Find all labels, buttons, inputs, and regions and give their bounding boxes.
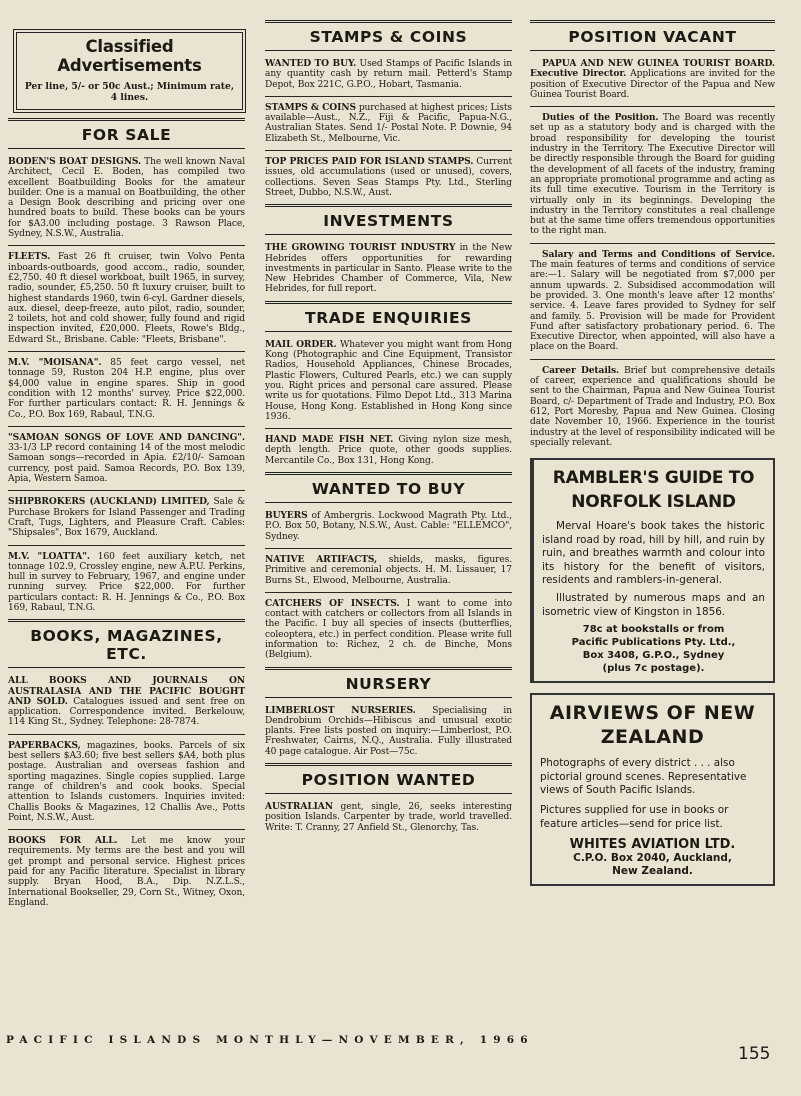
ad-heading: HAND MADE FISH NET. [265, 434, 394, 446]
ad-body: 33-1/3 LP record containing 14 of the most melodic Samoan songs—recorded in Apia. £2/10/- Samoan currency, post paid. Samoa Records, P.O. Box 139, Apia, Western Samoa. [8, 443, 245, 485]
ad-body: Catalogues issued and sent free on application. Correspondence invited. Berkelouw, 114 King St., Sydney. Telephone: 28-7874. [8, 696, 245, 728]
ad-heading: BUYERS [265, 510, 308, 522]
ad-list [265, 340, 512, 466]
rambler-postage: (plus 7c postage). [602, 663, 705, 675]
rambler-price: 78c at bookstalls or from [582, 624, 725, 636]
ad-list [265, 243, 512, 294]
ad-heading: BODEN'S BOAT DESIGNS. [8, 156, 142, 167]
ad-heading: Career Details. [542, 364, 620, 376]
ad-heading: PAPERBACKS, [8, 739, 81, 751]
divider [265, 150, 512, 151]
classified-ad [265, 706, 512, 757]
section-heading-for-sale: FOR SALE [8, 118, 245, 149]
classified-ad [8, 252, 245, 345]
divider [8, 351, 245, 352]
ad-body: shields, masks, figures. Primitive and ceremonial objects. H. M. Lissauer, 17 Burns St., Elwood, Melbourne, Australia. [265, 554, 512, 586]
classified-ad [265, 340, 512, 422]
ad-list [530, 59, 775, 448]
ad-body: gent, single, 26, seeks interesting position Islands. Carpenter by trade, world travelled. Write: T. Cranny, 27 Anfield St., Glenorchy, Tas. [265, 802, 512, 833]
divider [530, 106, 775, 107]
section-heading-stamps: STAMPS & COINS [265, 20, 512, 51]
section-heading-investments: INVESTMENTS [265, 204, 512, 235]
classified-ad [265, 555, 512, 586]
classified-ad [530, 366, 775, 448]
classified-ad [265, 103, 512, 144]
ad-heading: M.V. "MOISANA". [8, 357, 102, 369]
airviews-description: Photographs of every district . . . also pictorial ground scenes. Representative views of South Pacific Islands. [540, 757, 747, 797]
section-heading-books: BOOKS, MAGAZINES, ETC. [8, 619, 245, 668]
classified-ad [265, 59, 512, 90]
divider [265, 592, 512, 593]
divider [8, 545, 245, 546]
classified-ad [530, 59, 775, 100]
ad-body: purchased at highest prices; Lists available—Aust., N.Z., Fiji & Pacific, Papua-N.G., Australian States. Send 1/- Postal Note. P. Downie, 94 Elizabeth St., Melbourne, Vic. [265, 102, 512, 144]
ad-heading: BOOKS FOR ALL. [8, 835, 118, 847]
page-title: Classified Advertisements [57, 37, 202, 75]
classified-ad [265, 511, 512, 542]
section-heading-position-wanted: POSITION WANTED [265, 763, 512, 794]
classified-ad [8, 836, 245, 908]
running-footer: PACIFIC ISLANDS MONTHLY—NOVEMBER, 1966 [6, 1034, 534, 1046]
classified-ad [8, 433, 245, 484]
ad-heading: Duties of the Position. [542, 112, 659, 124]
ad-body: magazines, books. Parcels of six best sellers $A3.60; five best sellers $A4, both plus postage. Australian and overseas fashion and sporting magazines. Single copies supplied. Large range of children's and cook books. Special attention to Islands customers. Inquiries invited: Challis Books & Magazines, 12 Challis Ave., Potts Point, N.S.W., Aust. [8, 740, 245, 823]
rambler-description: Merval Hoare's book takes the historic island road by road, hill by hill, and ruin by ruin, and breathes warmth and colour into its history for the benefit of visitors, residents and ramblers-in-general. [542, 520, 765, 587]
ad-heading: MAIL ORDER. [265, 338, 337, 350]
ad-list [265, 59, 512, 198]
rambler-illustrations: Illustrated by numerous maps and an isometric view of Kingston in 1856. [542, 592, 765, 618]
ad-heading: TOP PRICES PAID FOR ISLAND STAMPS. [265, 156, 474, 168]
ad-body: in the New Hebrides offers opportunities for rewarding investments in particular in Santo. Please write to the New Hebrides Chamber of Commerce, Vila, New Hebrides, for full report. [265, 243, 513, 295]
divider [530, 243, 775, 244]
section-heading-nursery: NURSERY [265, 667, 512, 698]
divider [8, 245, 245, 246]
divider [265, 428, 512, 429]
ad-list [265, 511, 512, 661]
airviews-address: C.P.O. Box 2040, Auckland, [573, 852, 732, 865]
ad-body: Whatever you might want from Hong Kong (Photographic and Cine Equipment, Transistor Radios, Household Appliances, Chinese Brocades, Plastic Flowers, Cultured Pearls, etc.) we can supply you. Right prices and personal care assured. Please write us for quotations. Filmo Depot Ltd., 313 Marina House, Hong Kong. Established in Hong Kong since 1936. [265, 339, 512, 422]
ad-heading: CATCHERS OF INSECTS. [265, 597, 400, 609]
ad-heading: SHIPBROKERS (AUCKLAND) LIMITED, [8, 496, 210, 508]
divider [8, 490, 245, 491]
ad-body: Current issues, old accumulations (used or unused), covers, collections. Seven Seas Stamps Pty. Ltd., Sterling Street, Dubbo, N.S.W., Aust. [265, 157, 513, 198]
ad-body: I want to come into contact with catchers or collectors from all Islands in the Pacific. I buy all species of insects (butterflies, coleoptera, etc.) in perfect condition. Please write full information to: Richez, 2 ch. de Binche, Mons (Belgium). [265, 598, 513, 661]
ad-body: 160 feet auxiliary ketch, net tonnage 102.9, Crossley engine, new A.P.U. Perkins, hull in survey to February, 1967, and engine under running survey. Price $22,000. For further particulars contact: R. H. Jennings & Co., P.O. Box 169, Rabaul, T.N.G. [8, 551, 245, 613]
section-heading-position-vacant: POSITION VACANT [530, 20, 775, 51]
ad-body: Brief but comprehensive details of career, experience and qualifications should be sent to the Chairman, Papua and New Guinea Tourist Board, c/- Department of Trade and Industry, P.O. Box 612, Port Moresby, Papua and New Guinea. Closing date November 10, 1966. Experience in the tourist industry at the level of responsibility indicated will be specially relevant. [530, 365, 775, 448]
ad-heading: LIMBERLOST NURSERIES. [265, 704, 416, 716]
ad-list [8, 157, 245, 613]
rambler-guide-advert [530, 458, 775, 683]
classified-ad [8, 497, 245, 538]
section-heading-trade: TRADE ENQUIRIES [265, 301, 512, 332]
page-number: 155 [738, 1044, 771, 1064]
ad-heading: NATIVE ARTIFACTS, [265, 553, 378, 565]
classified-ad [8, 157, 245, 239]
classified-ad [265, 157, 512, 198]
ad-body: of Ambergris. Lockwood Magrath Pty. Ltd., P.O. Box 50, Botany, N.S.W., Aust. Cable: "ELLEMCO", Sydney. [265, 511, 512, 542]
rambler-publisher: Pacific Publications Pty. Ltd., [571, 637, 736, 649]
rambler-title: RAMBLER'S GUIDE TO NORFOLK ISLAND [552, 468, 755, 513]
ad-body: Let me know your requirements. My terms are the best and you will get prompt and personal service. Highest prices paid for any Pacific literature. Specialist in library supply. Bryan Hood, B.A., Dip. N.Z.L.S., International Bookseller, 29, Corn St., Witney, Oxon, England. [8, 836, 246, 908]
classified-ad [265, 435, 512, 466]
classified-ad [530, 113, 775, 237]
column-middle [265, 18, 512, 839]
airviews-offer: Pictures supplied for use in books or feature articles—send for price list. [540, 804, 729, 830]
ad-heading: THE GROWING TOURIST INDUSTRY [265, 242, 456, 254]
ad-list [265, 802, 512, 833]
airviews-company: WHITES AVIATION LTD. [569, 837, 736, 853]
ad-body: Fast 26 ft cruiser, twin Volvo Penta inboards-outboards, good accom., radio, sounder, £2,750. 40 ft diesel workboat, built 1965, in survey, radio, sounder, £5,250. 50 ft luxury cruiser, built to highest standards 1960, twin 6-cyl. Gardner diesels, aux. diesel, deep-freeze, auto pilot, radio, sounder, 2 toilets, hot and cold shower, fully found and rigid inspection invited, £20,000. Fleets, Rowe's Bldg., Edward St., Brisbane. Cable: "Fleets, Brisbane". [8, 252, 245, 345]
ad-body: Sale & Purchase Brokers for Island Passenger and Trading Craft, Tugs, Lighters, and Pleasure Craft. Cables: "Shipsales", Box 1679, Auckland. [8, 497, 245, 539]
airviews-country: New Zealand. [612, 865, 693, 878]
ad-heading: WANTED TO BUY. [265, 58, 357, 69]
column-left [8, 18, 245, 914]
classified-ad [8, 358, 245, 420]
ad-body: Applications are invited for the position of Executive Director of the Papua and New Guinea Tourist Board. [530, 69, 776, 100]
ad-body: Used Stamps of Pacific Islands in any quantity cash by return mail. Petterd's Stamp Depot, Box 221C, G.P.O., Hobart, Tasmania. [265, 59, 512, 90]
divider [265, 96, 512, 97]
ad-body: The Board was recently set up as a statutory body and is charged with the broad responsibility for developing the tourist industry in the Territory. The Executive Director will be directly responsible through the Board for guiding the development of all facets of the industry, framing an appropriate promotional programme and acting as its full time executive. Tourism in the Territory is virtually only in its beginnings. Developing the industry in the Territory constitutes a real challenge but at the same time offers tremendous opportunities to the right man. [530, 113, 775, 237]
classified-ad [8, 676, 245, 727]
divider [530, 359, 775, 360]
ad-body: Giving nylon size mesh, depth length. Price quote, other goods supplies. Mercantile Co., Box 131, Hong Kong. [265, 435, 512, 466]
section-heading-wanted: WANTED TO BUY [265, 472, 512, 503]
airviews-advert [530, 693, 775, 886]
column-right [530, 18, 775, 886]
airviews-title: AIRVIEWS OF NEW ZEALAND [549, 702, 756, 749]
classified-ad [265, 599, 512, 661]
ad-list [8, 676, 245, 908]
ad-heading: STAMPS & COINS [265, 101, 356, 113]
ad-heading: M.V. "LOATTA". [8, 550, 90, 562]
classified-ad [265, 802, 512, 833]
ad-heading: AUSTRALIAN [265, 801, 333, 813]
classified-ad [530, 250, 775, 353]
ad-body: Specialising in Dendrobium Orchids—Hibiscus and unusual exotic plants. Free lists posted on inquiry:—Limberlost, P.O. Freshwater, Cairns, N.Q., Australia. Fully illustrated 40 page catalogue. Air Post—75c. [265, 705, 512, 757]
divider [8, 426, 245, 427]
divider [8, 829, 245, 830]
rambler-address: Box 3408, G.P.O., Sydney [582, 650, 725, 662]
classified-ad [8, 741, 245, 823]
ad-heading: ALL BOOKS AND JOURNALS ON AUSTRALASIA AND THE PACIFIC BOUGHT AND SOLD. [8, 675, 245, 707]
divider [8, 734, 245, 735]
ad-body: 85 feet cargo vessel, net tonnage 59, Ruston 204 H.P. engine, plus over $4,000 value in engine spares. Ship in good condition with 12 months' survey. Price $22,000. For further particulars contact: R. H. Jennings & Co., P.O. Box 169, Rabaul, T.N.G. [8, 358, 245, 420]
ad-heading: Salary and Terms and Conditions of Service. [542, 248, 775, 260]
ad-list [265, 706, 512, 757]
ad-heading: FLEETS. [8, 251, 51, 263]
classified-ad [8, 552, 245, 614]
ad-body: The main features of terms and conditions of service are:—1. Salary will be negotiated from $7,000 per annum upwards. 2. Subsidised accommodation will be provided. 3. One month's leave after 12 months' service. 4. Leave fares provided to Sydney for self and family. 5. Provision will be made for Provident Fund after satisfactory probationary period. 6. The Executive Director, when appointed, will also have a place on the Board. [530, 260, 775, 353]
classified-header-box [16, 32, 243, 110]
rate-subtitle: Per line, 5/- or 50c Aust.; Minimum rate, 4 lines. [24, 81, 235, 103]
classified-ad [265, 243, 512, 294]
ad-heading: PAPUA AND NEW GUINEA TOURIST BOARD. Executive Director. [530, 58, 775, 80]
ad-body: The well known Naval Architect, Cecil E. Boden, has compiled two excellent Boatbuilding Books for the amateur builder. One is a manual on Boatbuilding, the other a Design Book describing and pricing over one hundred boats to build. These books can be yours for $A3.00 including postage. 3 Rawson Place, Sydney, N.S.W., Australia. [8, 157, 246, 240]
divider [265, 548, 512, 549]
ad-heading: "SAMOAN SONGS OF LOVE AND DANCING". [8, 431, 245, 443]
